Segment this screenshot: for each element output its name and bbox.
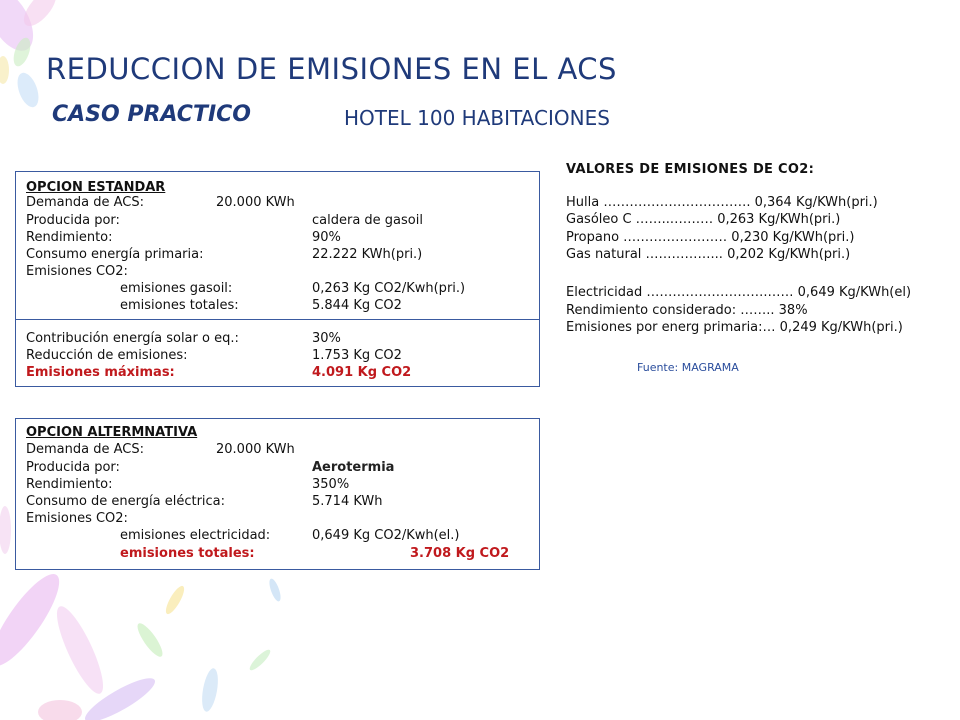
value-rendimiento: Rendimiento considerado: …….. 38% — [566, 303, 808, 318]
emission-values-heading: VALORES DE EMISIONES DE CO2: — [566, 162, 815, 177]
solar-contribution-value: 30% — [312, 331, 341, 346]
max-emissions-value: 4.091 Kg CO2 — [312, 365, 412, 380]
emissions-label: Emisiones CO2: — [26, 264, 128, 279]
max-emissions-label: Emisiones máximas: — [26, 365, 175, 380]
emissions-label: Emisiones CO2: — [26, 511, 128, 526]
produced-by-label: Producida por: — [26, 460, 120, 475]
produced-by-label: Producida por: — [26, 213, 120, 228]
total-emissions-label: emisiones totales: — [120, 298, 239, 313]
option-alternative-panel — [15, 418, 540, 570]
efficiency-label: Rendimiento: — [26, 230, 113, 245]
total-emissions-label: emisiones totales: — [120, 546, 255, 561]
source-note: Fuente: MAGRAMA — [637, 361, 739, 374]
demand-label: Demanda de ACS: — [26, 195, 144, 210]
option-standard-heading: OPCION ESTANDAR — [26, 180, 166, 195]
total-emissions-value: 3.708 Kg CO2 — [410, 546, 510, 561]
demand-value: 20.000 KWh — [216, 195, 295, 210]
electricity-emissions-value: 0,649 Kg CO2/Kwh(el.) — [312, 528, 460, 543]
emission-reduction-label: Reducción de emisiones: — [26, 348, 188, 363]
produced-by-value: Aerotermia — [312, 460, 395, 475]
option-alternative-heading: OPCION ALTERMNATIVA — [26, 425, 198, 440]
value-gas-natural: Gas natural ……………... 0,202 Kg/KWh(pri.) — [566, 247, 851, 262]
gasoil-emissions-label: emisiones gasoil: — [120, 281, 233, 296]
primary-energy-label: Consumo energía primaria: — [26, 247, 204, 262]
value-propano: Propano …………………… 0,230 Kg/KWh(pri.) — [566, 230, 855, 245]
hotel-heading: HOTEL 100 HABITACIONES — [344, 106, 610, 130]
efficiency-value: 350% — [312, 477, 350, 492]
electricity-emissions-label: emisiones electricidad: — [120, 528, 271, 543]
page-title: REDUCCION DE EMISIONES EN EL ACS — [46, 52, 617, 86]
total-emissions-value: 5.844 Kg CO2 — [312, 298, 402, 313]
page-subtitle: CASO PRACTICO — [52, 102, 251, 127]
primary-energy-value: 22.222 KWh(pri.) — [312, 247, 423, 262]
gasoil-emissions-value: 0,263 Kg CO2/Kwh(pri.) — [312, 281, 466, 296]
electric-energy-label: Consumo de energía eléctrica: — [26, 494, 226, 509]
efficiency-value: 90% — [312, 230, 341, 245]
demand-label: Demanda de ACS: — [26, 442, 144, 457]
emission-reduction-value: 1.753 Kg CO2 — [312, 348, 402, 363]
demand-value: 20.000 KWh — [216, 442, 295, 457]
value-hulla: Hulla ……………………………. 0,364 Kg/KWh(pri.) — [566, 195, 878, 210]
produced-by-value: caldera de gasoil — [312, 213, 423, 228]
value-emisiones-primaria: Emisiones por energ primaria:… 0,249 Kg/KWh(pri.) — [566, 320, 903, 335]
option-standard-panel — [15, 171, 540, 387]
solar-contribution-label: Contribución energía solar o eq.: — [26, 331, 239, 346]
efficiency-label: Rendimiento: — [26, 477, 113, 492]
electric-energy-value: 5.714 KWh — [312, 494, 383, 509]
panel-divider — [16, 319, 539, 320]
value-electricidad: Electricidad ……………………….…… 0,649 Kg/KWh(el) — [566, 285, 912, 300]
value-gasoleo: Gasóleo C ……...……… 0,263 Kg/KWh(pri.) — [566, 212, 841, 227]
